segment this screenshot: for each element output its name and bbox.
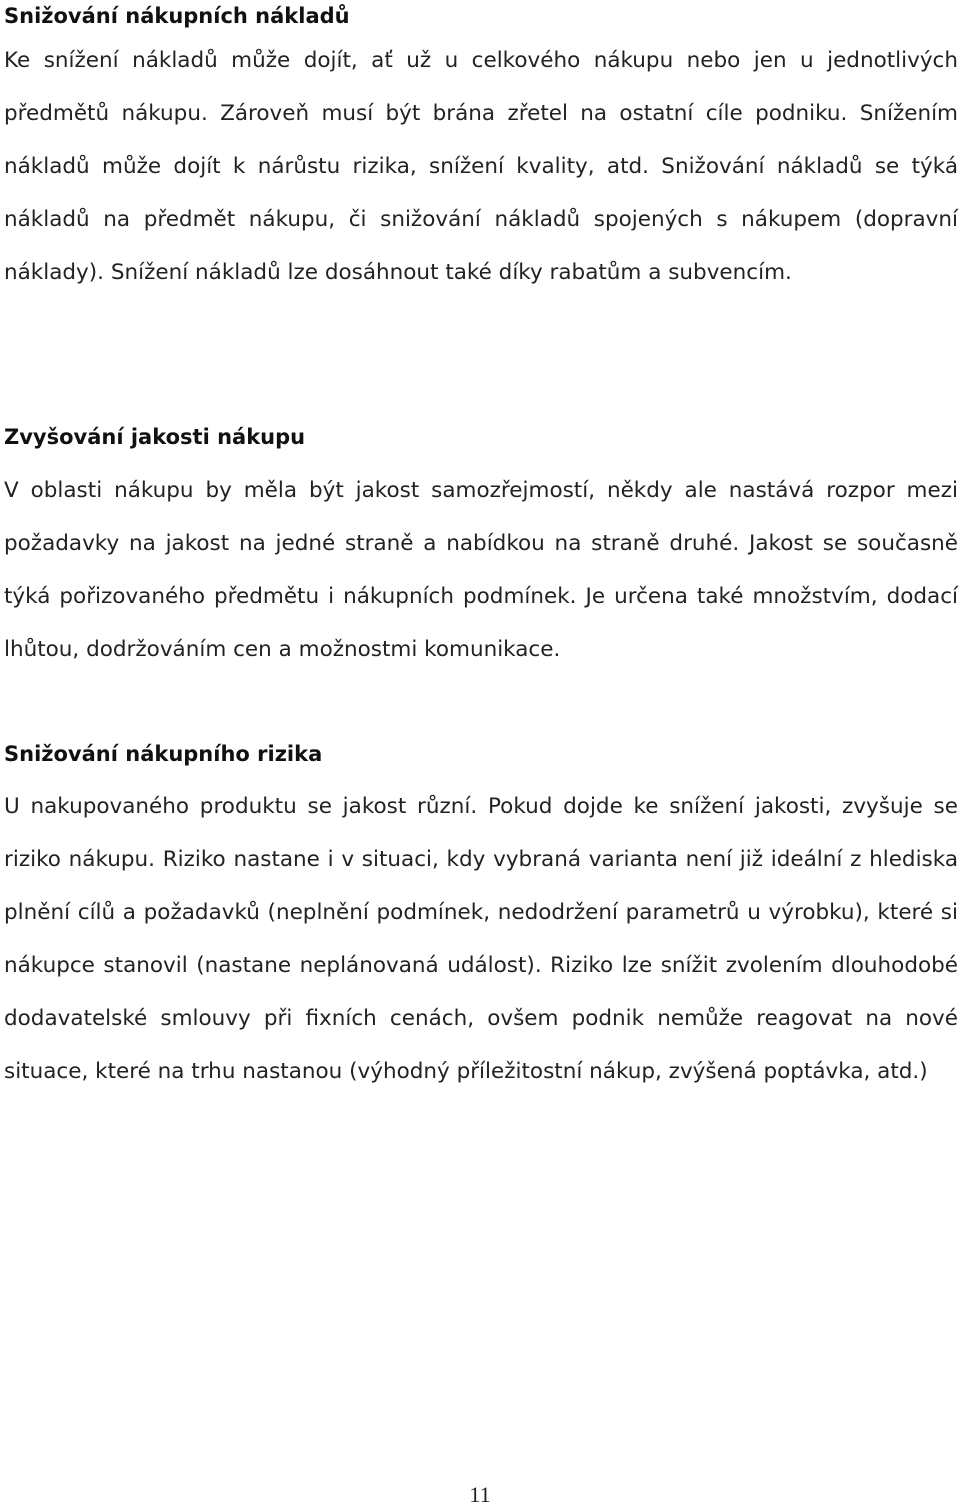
section-paragraph: V oblasti nákupu by měla být jakost samozřejmostí, někdy ale nastává rozpor mezi požadavky na jakost na jedné straně a nabídkou na straně druhé. Jakost se současně týká pořizovaného předmětu i nákupních podmínek. Je určena také množstvím, dodací lhůtou, dodržováním cen a možnostmi komunikace.: [4, 478, 958, 662]
section-heading: Snižování nákupních nákladů: [4, 4, 350, 28]
section-heading: Zvyšování jakosti nákupu: [4, 425, 306, 449]
section-paragraph: Ke snížení nákladů může dojít, ať už u celkového nákupu nebo jen u jednotlivých předmětů nákupu. Zároveň musí být brána zřetel na ostatní cíle podniku. Snížením nákladů může dojít k nárůstu rizika, snížení kvality, atd. Snižování nákladů se týká nákladů na předmět nákupu, či snižování nákladů spojených s nákupem (dopravní náklady). Snížení nákladů lze dosáhnout také díky rabatům a subvencím.: [4, 48, 958, 285]
section-paragraph: U nakupovaného produktu se jakost různí. Pokud dojde ke snížení jakosti, zvyšuje se riziko nákupu. Riziko nastane i v situaci, kdy vybraná varianta není již ideální z hlediska plnění cílů a požadavků (neplnění podmínek, nedodržení parametrů u výrobku), které si nákupce stanovil (nastane neplánovaná událost). Riziko lze snížit zvolením dlouhodobé dodavatelské smlouvy při fixních cenách, ovšem podnik nemůže reagovat na nové situace, které na trhu nastanou (výhodný příležitostní nákup, zvýšená poptávka, atd.): [4, 794, 958, 1084]
section-heading: Snižování nákupního rizika: [4, 742, 323, 766]
page-number: 11: [469, 1482, 491, 1507]
